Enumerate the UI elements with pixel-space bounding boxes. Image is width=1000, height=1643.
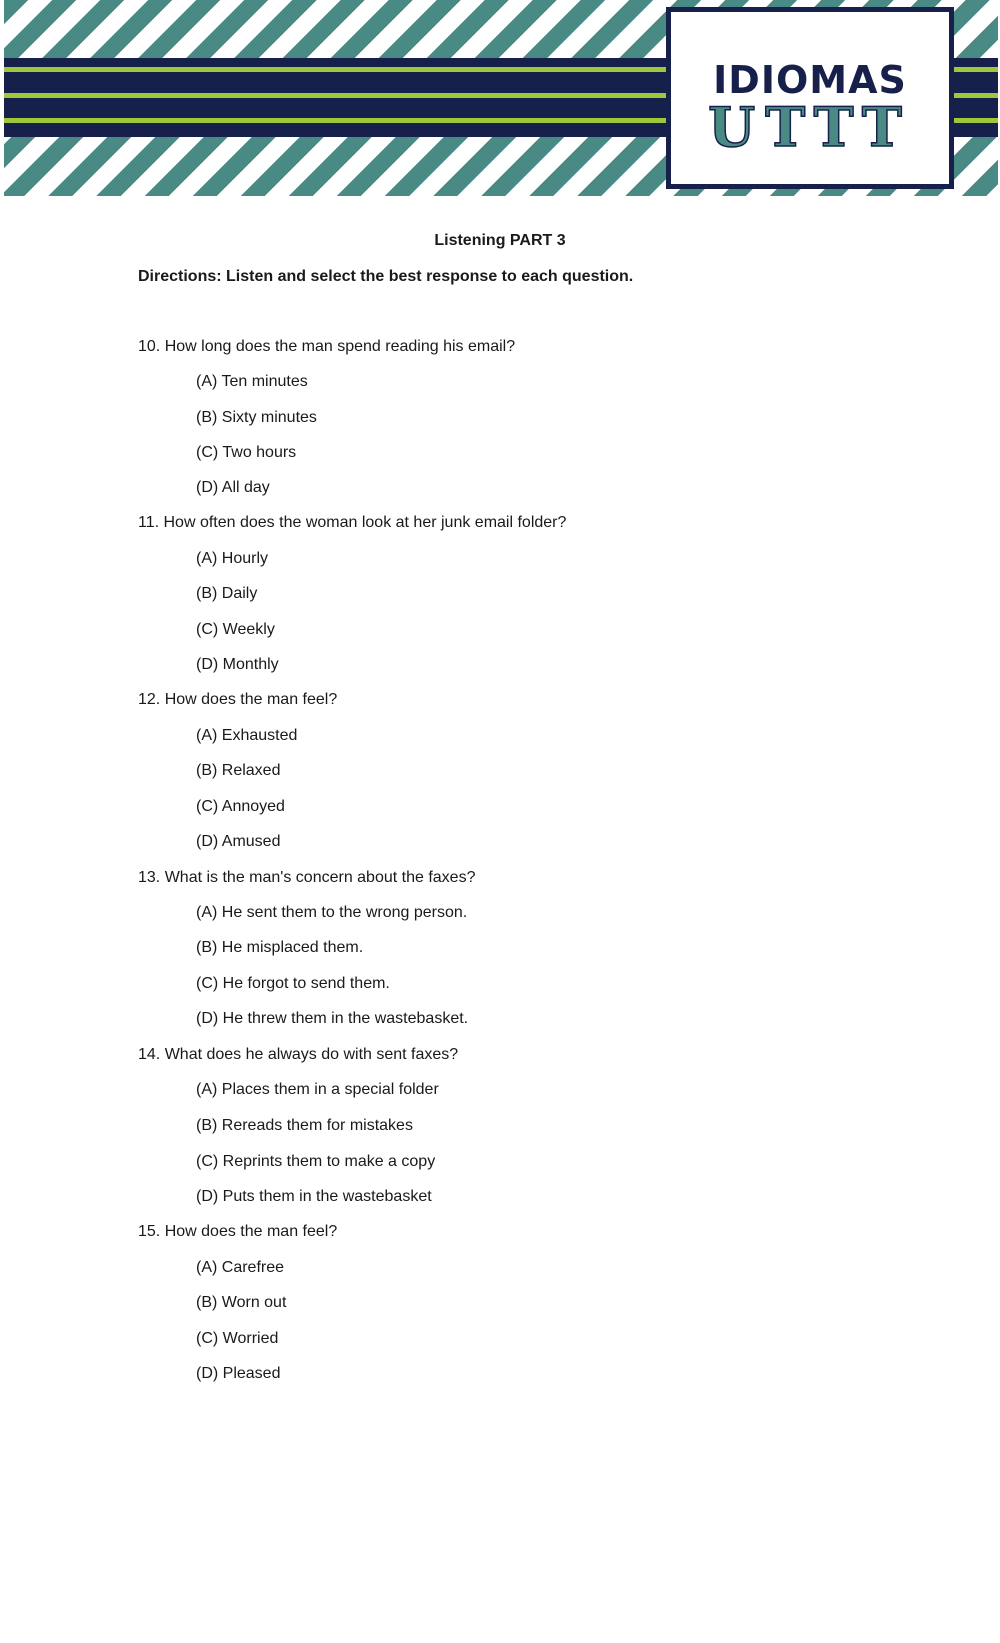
option-15d: (D) Pleased xyxy=(196,1365,281,1382)
option-13a: (A) He sent them to the wrong person. xyxy=(196,904,468,921)
option-13d: (D) He threw them in the wastebasket. xyxy=(196,1010,469,1027)
option-14a: (A) Places them in a special folder xyxy=(196,1081,439,1098)
logo-text: IDIOMAS xyxy=(713,58,907,102)
option-13b: (B) He misplaced them. xyxy=(196,939,364,956)
option-11c: (C) Weekly xyxy=(196,621,275,638)
option-12d: (D) Amused xyxy=(196,833,281,850)
question-12: 12. How does the man feel? xyxy=(138,691,338,708)
question-11: 11. How often does the woman look at her junk email folder? xyxy=(138,514,567,531)
question-10: 10. How long does the man spend reading his email? xyxy=(138,338,516,355)
question-13: 13. What is the man's concern about the faxes? xyxy=(138,869,476,886)
option-13c: (C) He forgot to send them. xyxy=(196,975,390,992)
logo xyxy=(666,7,954,189)
option-12a: (A) Exhausted xyxy=(196,727,298,744)
option-15a: (A) Carefree xyxy=(196,1259,285,1276)
option-10d: (D) All day xyxy=(196,479,270,496)
option-10b: (B) Sixty minutes xyxy=(196,409,317,426)
logo-uttt-text: UTTT xyxy=(708,100,912,152)
option-10a: (A) Ten minutes xyxy=(196,373,308,390)
logo-uttt-graphic xyxy=(695,100,925,152)
option-11b: (B) Daily xyxy=(196,585,258,602)
option-15c: (C) Worried xyxy=(196,1330,279,1347)
page-title: Listening PART 3 xyxy=(434,232,566,249)
option-11a: (A) Hourly xyxy=(196,550,269,567)
option-14d: (D) Puts them in the wastebasket xyxy=(196,1188,432,1205)
directions: Directions: Listen and select the best response to each question. xyxy=(138,268,634,285)
option-15b: (B) Worn out xyxy=(196,1294,287,1311)
option-12c: (C) Annoyed xyxy=(196,798,285,815)
logo-uttt xyxy=(671,100,949,152)
option-10c: (C) Two hours xyxy=(196,444,297,461)
option-11d: (D) Monthly xyxy=(196,656,279,673)
header-banner xyxy=(4,0,998,196)
option-14c: (C) Reprints them to make a copy xyxy=(196,1153,436,1170)
question-14: 14. What does he always do with sent faxes? xyxy=(138,1046,459,1063)
option-14b: (B) Rereads them for mistakes xyxy=(196,1117,413,1134)
option-12b: (B) Relaxed xyxy=(196,762,281,779)
question-15: 15. How does the man feel? xyxy=(138,1223,338,1240)
